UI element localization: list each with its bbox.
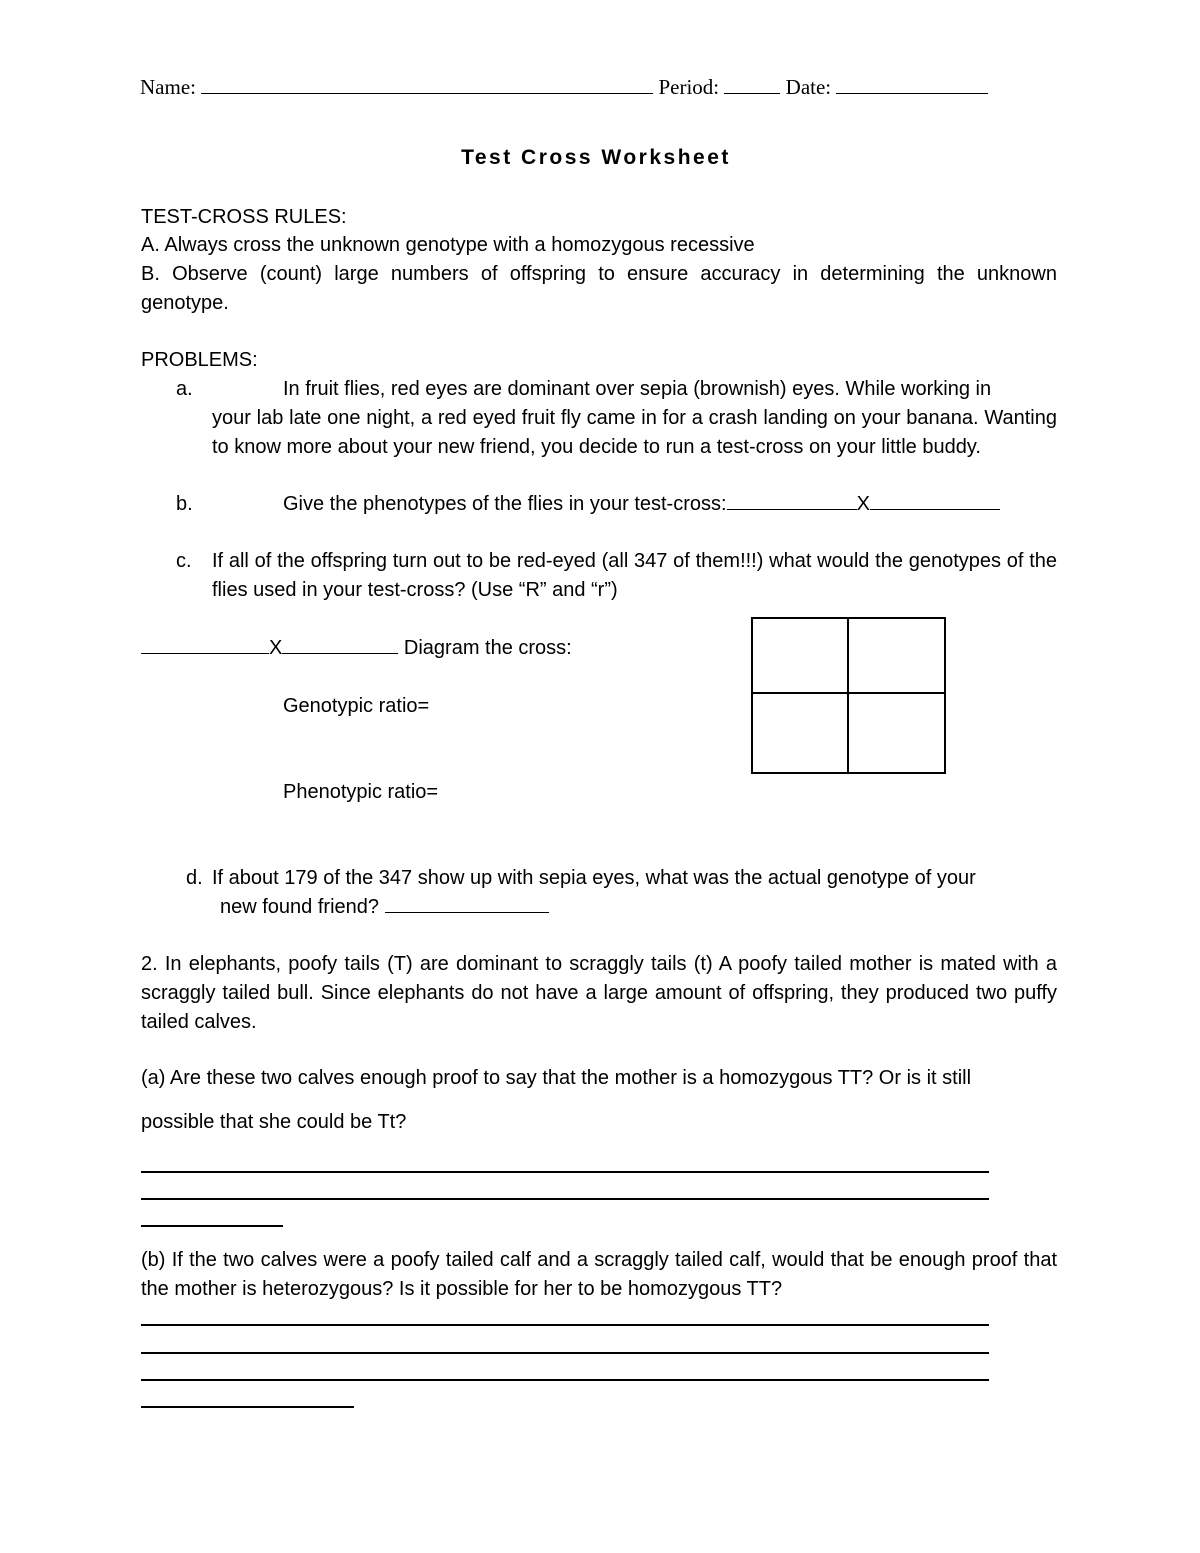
period-label: Period: [658,75,720,99]
period-field[interactable] [724,74,780,94]
genotype-cross-row [141,634,572,663]
problem-d-text: If about 179 of the 347 show up with sepia eyes, what was the actual genotype of your [212,867,976,889]
genotypic-ratio-label: Genotypic ratio= [283,695,430,717]
rule-b: B. Observe (count) large numbers of offspring to ensure accuracy in determining the unknown genotype. [141,263,1057,314]
answer-a-line-3[interactable] [141,1225,283,1227]
question-a-line2: possible that she could be Tt? [141,1111,407,1133]
problem-d-marker: d. [186,867,203,889]
punnett-divider-vertical [847,619,849,772]
problem-d-row [220,893,549,922]
name-label: Name: [140,75,196,99]
problem-2-intro: 2. In elephants, poofy tails (T) are dominant to scraggly tails (t) A poofy tailed mother is mated with a scraggly tailed bull. Since elephants do not have a large amount of offspring, they produced two puffy tailed calves. [141,953,1057,1033]
question-b: (b) If the two calves were a poofy tailed calf and a scraggly tailed calf, would that be enough proof that the mother is heterozygous? Is it possible for her to be homozygous TT? [141,1249,1057,1300]
problem-b-text: Give the phenotypes of the flies in your test-cross: [283,493,727,515]
problem-b-marker: b. [176,493,193,515]
problem-a-marker: a. [176,378,193,400]
date-label: Date: [785,75,832,99]
answer-b-line-1[interactable] [141,1324,989,1326]
problem-a-text: In fruit flies, red eyes are dominant over sepia (brownish) eyes. While working in [283,378,992,400]
cross-x: X [269,637,283,659]
punnett-square[interactable] [751,617,946,774]
phenotype-blank-1[interactable] [727,490,857,510]
rule-a: A. Always cross the unknown genotype with a homozygous recessive [141,234,755,256]
header-row [140,74,988,100]
actual-genotype-blank[interactable] [385,893,549,913]
rules-heading: TEST-CROSS RULES: [141,206,347,228]
problem-c-text: If all of the offspring turn out to be red-eyed (all 347 of them!!!) what would the genotypes of the flies used in your test-cross? (Use “R” and “r”) [212,550,1057,601]
answer-b-line-4[interactable] [141,1406,354,1408]
problem-a-text-cont: your lab late one night, a red eyed fruit fly came in for a crash landing on your banana. Wanting to know more about your new friend, you decide to run a test-cross on your little buddy. [212,407,1057,458]
problem-c-marker: c. [176,550,192,572]
question-a-line1: (a) Are these two calves enough proof to say that the mother is a homozygous TT? Or is it still [141,1067,972,1089]
cross-x: X [856,493,870,515]
genotype-blank-1[interactable] [141,634,269,654]
problem-d-text-cont: new found friend? [220,896,380,918]
genotype-blank-2[interactable] [282,634,398,654]
problem-b-row [283,490,1000,519]
answer-b-line-2[interactable] [141,1352,989,1354]
answer-a-line-1[interactable] [141,1171,989,1173]
diagram-label: Diagram the cross: [403,637,572,659]
date-field[interactable] [836,74,988,94]
punnett-divider-horizontal [753,692,944,694]
worksheet-title: Test Cross Worksheet [461,146,731,169]
answer-b-line-3[interactable] [141,1379,989,1381]
name-field[interactable] [201,74,653,94]
phenotype-blank-2[interactable] [870,490,1000,510]
answer-a-line-2[interactable] [141,1198,989,1200]
problems-heading: PROBLEMS: [141,349,258,371]
phenotypic-ratio-label: Phenotypic ratio= [283,781,439,803]
